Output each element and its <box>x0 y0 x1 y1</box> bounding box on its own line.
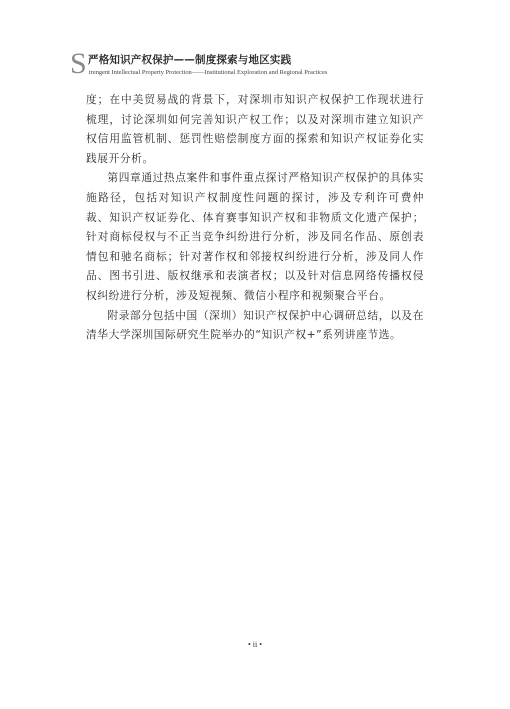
header-title-english: trengent Intellectual Property Protection——Institutional Exploration and Regional Practices <box>89 69 328 76</box>
paragraph-continued: 度；在中美贸易战的背景下，对深圳市知识产权保护工作现状进行梳理，讨论深圳如何完善知识产权工作；以及对深圳市建立知识产权信用监管机制、惩罚性赔偿制度方面的探索和知识产权证券化实践展开分析。 <box>86 93 424 165</box>
running-header <box>70 47 450 80</box>
page-number: • ii • <box>247 640 263 649</box>
paragraph-appendix: 附录部分包括中国（深圳）知识产权保护中心调研总结，以及在清华大学深圳国际研究生院举办的“知识产权+”系列讲座节选。 <box>86 308 424 342</box>
body-text <box>86 90 424 345</box>
header-title-chinese: 严格知识产权保护——制度探索与地区实践 <box>88 54 292 66</box>
header-initial-letter: S <box>70 47 87 80</box>
paragraph-chapter-four: 第四章通过热点案件和事件重点探讨严格知识产权保护的具体实施路径，包括对知识产权制度性问题的探讨，涉及专利许可费仲裁、知识产权证券化、体育赛事知识产权和非物质文化遗产保护；针对商标侵权与不正当竞争纠纷进行分析，涉及同名作品、原创表情包和驰名商标；针对著作权和邻接权纠纷进行分析，涉及同人作品、图书引进、版权继承和表演者权；以及针对信息网络传播权侵权纠纷进行分析，涉及短视频、微信小程序和视频聚合平台。 <box>86 171 424 302</box>
